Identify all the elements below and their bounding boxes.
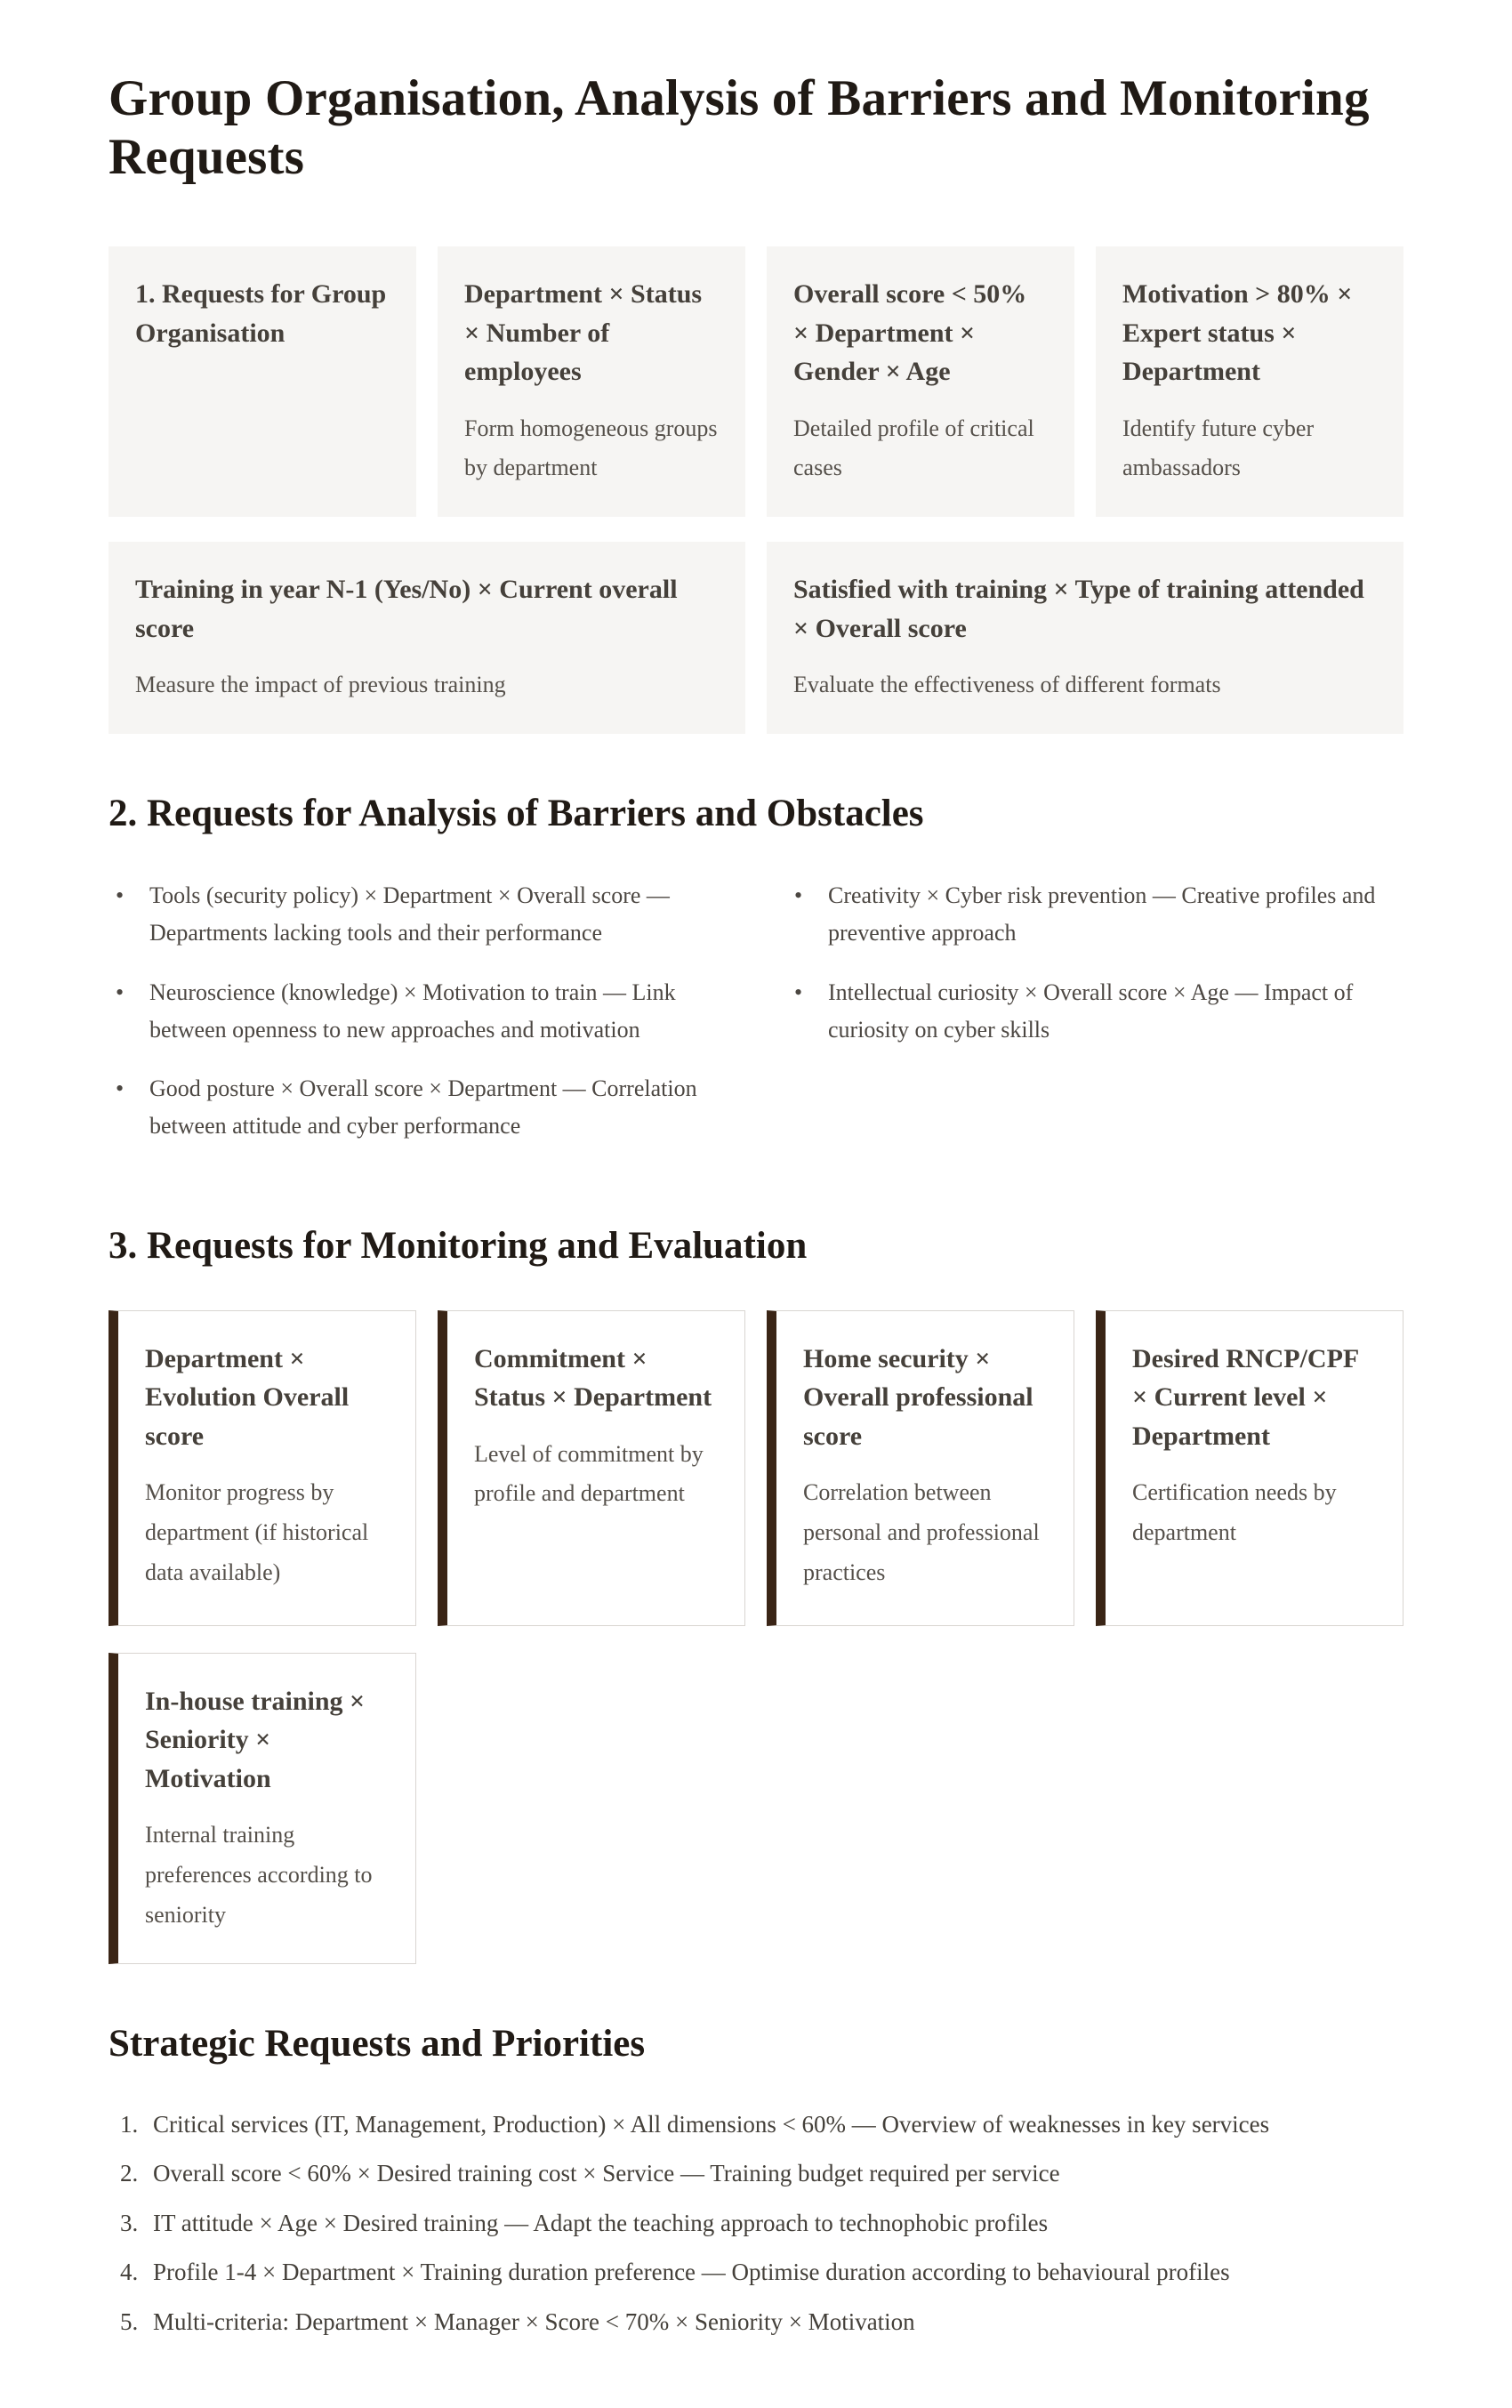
card-title: Motivation > 80% × Expert status × Department: [1122, 279, 1353, 387]
list-item: 5. Multi-criteria: Department × Manager × Score < 70% × Seniority × Motivation: [144, 2306, 1403, 2338]
request-card-satisfied-training: [767, 542, 1403, 734]
section-heading-monitoring: 3. Requests for Monitoring and Evaluation: [109, 1225, 808, 1267]
card-title: Training in year N-1 (Yes/No) × Current overall score: [135, 575, 678, 643]
card-description: Detailed profile of critical cases: [793, 415, 1034, 481]
card-title: Overall score < 50% × Department × Gender × Age: [793, 279, 1027, 387]
card-description: Certification needs by department: [1132, 1479, 1337, 1545]
monitoring-card-commitment: [438, 1310, 745, 1626]
monitoring-card-home-security: [767, 1310, 1074, 1626]
card-description: Measure the impact of previous training: [135, 672, 506, 698]
barriers-list-right: [787, 877, 1403, 1166]
card-description: Identify future cyber ambassadors: [1122, 415, 1315, 481]
card-description: Monitor progress by department (if historical data available): [145, 1479, 369, 1585]
monitoring-card-in-house-training: [109, 1653, 416, 1965]
card-description: Internal training preferences according to seniority: [145, 1822, 373, 1928]
list-item: 2. Overall score < 60% × Desired training cost × Service — Training budget required per service: [144, 2157, 1403, 2189]
request-card-group-organisation: [109, 246, 416, 517]
list-item: • Tools (security policy) × Department × Overall score — Departments lacking tools and their performance: [109, 877, 725, 952]
card-title: Satisfied with training × Type of training attended × Overall score: [793, 575, 1364, 643]
request-card-department-status: [438, 246, 745, 517]
card-title: Department × Evolution Overall score: [145, 1343, 350, 1451]
card-description: Level of commitment by profile and department: [474, 1440, 704, 1507]
monitoring-card-grid: [109, 1310, 1403, 1965]
card-title: Home security × Overall professional score: [803, 1343, 1033, 1451]
monitoring-card-evolution: [109, 1310, 416, 1626]
list-item: • Creativity × Cyber risk prevention — Creative profiles and preventive approach: [787, 877, 1403, 952]
group-organisation-wide-card-grid: [109, 542, 1403, 734]
monitoring-card-rncp-cpf: [1096, 1310, 1403, 1626]
request-card-motivation: [1096, 246, 1403, 517]
strategic-priorities-list: [109, 2108, 1403, 2338]
card-description: Form homogeneous groups by department: [464, 415, 718, 481]
list-item: 3. IT attitude × Age × Desired training — Adapt the teaching approach to technophobic profiles: [144, 2207, 1403, 2239]
section-heading-barriers: 2. Requests for Analysis of Barriers and Obstacles: [109, 792, 924, 834]
list-item: • Neuroscience (knowledge) × Motivation to train — Link between openness to new approaches and motivation: [109, 974, 725, 1049]
list-item: 4. Profile 1-4 × Department × Training duration preference — Optimise duration according to behavioural profiles: [144, 2256, 1403, 2288]
page-title: Group Organisation, Analysis of Barriers and Monitoring Requests: [109, 70, 1370, 185]
card-title: 1. Requests for Group Organisation: [135, 279, 387, 348]
card-description: Correlation between personal and professional practices: [803, 1479, 1040, 1585]
group-organisation-card-grid: [109, 246, 1403, 517]
list-item: • Good posture × Overall score × Department — Correlation between attitude and cyber performance: [109, 1070, 725, 1145]
list-item: 1. Critical services (IT, Management, Production) × All dimensions < 60% — Overview of weaknesses in key services: [144, 2108, 1403, 2140]
request-card-overall-score: [767, 246, 1074, 517]
list-item: • Intellectual curiosity × Overall score × Age — Impact of curiosity on cyber skills: [787, 974, 1403, 1049]
barriers-list-left: [109, 877, 725, 1166]
section-heading-strategic: Strategic Requests and Priorities: [109, 2023, 646, 2066]
card-description: Evaluate the effectiveness of different formats: [793, 672, 1221, 698]
card-title: Desired RNCP/CPF × Current level × Department: [1132, 1343, 1359, 1451]
card-title: Department × Status × Number of employees: [464, 279, 703, 387]
request-card-training-year: [109, 542, 745, 734]
card-title: In-house training × Seniority × Motivation: [145, 1686, 366, 1793]
card-title: Commitment × Status × Department: [474, 1343, 712, 1413]
barriers-bullet-columns: [109, 877, 1403, 1166]
